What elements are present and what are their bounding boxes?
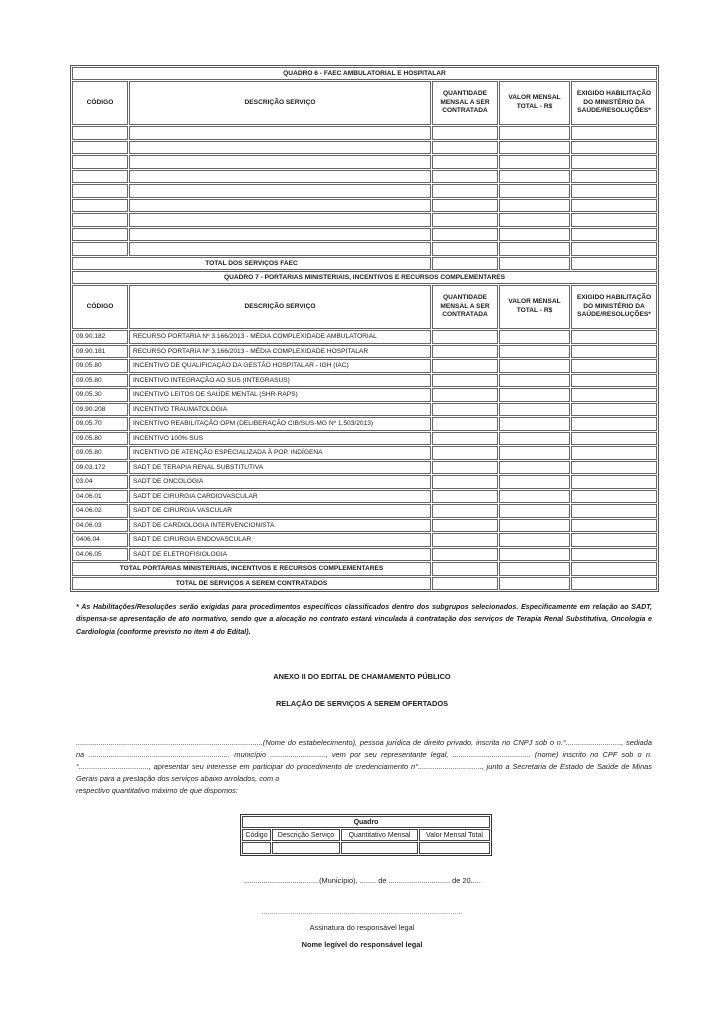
row-quantidade[interactable]: [432, 504, 498, 518]
cell-descricao[interactable]: [129, 199, 431, 213]
cell-quantidade[interactable]: [432, 199, 498, 213]
quadro7-header-row: [72, 285, 657, 329]
table-row: [72, 533, 657, 547]
table-row: [72, 359, 657, 373]
row-valor[interactable]: [499, 446, 570, 460]
cell-descricao[interactable]: [129, 213, 431, 227]
row-habilitacao[interactable]: [571, 432, 657, 446]
row-code: 09.03.172: [72, 461, 128, 475]
row-quantidade[interactable]: [432, 548, 498, 562]
header-habilitacao: EXIGIDO HABILITAÇÃO DO MINISTÉRIO DA SAÚDE/RESOLUÇÕES*: [571, 81, 657, 125]
quadro6-empty-row: [72, 242, 657, 256]
qf-cell-valor[interactable]: [419, 842, 490, 854]
cell-codigo[interactable]: [72, 199, 128, 213]
row-valor[interactable]: [499, 475, 570, 489]
table-row: [72, 548, 657, 562]
row-description: SADT DE CIRURGIA ENDOVASCULAR: [129, 533, 431, 547]
header-codigo: CÓDIGO: [72, 285, 128, 329]
quadro-form-table: [240, 814, 492, 856]
row-quantidade[interactable]: [432, 417, 498, 431]
cell-quantidade[interactable]: [432, 228, 498, 242]
row-valor[interactable]: [499, 330, 570, 344]
table-row: [72, 345, 657, 359]
cell-habilitacao[interactable]: [571, 242, 657, 256]
table-row: [72, 330, 657, 344]
date-line: .....................................(Município), ........ de .............................. de 20.....: [243, 876, 481, 885]
row-description: SADT DE ONCOLOGIA: [129, 475, 431, 489]
quadro6-total-row: [72, 257, 657, 271]
quadro-form-title: Quadro: [242, 816, 490, 828]
row-code: 0406.04: [72, 533, 128, 547]
row-habilitacao[interactable]: [571, 359, 657, 373]
quadro7-total-label: TOTAL PORTARIAS MINISTERIAIS, INCENTIVOS E RECURSOS COMPLEMENTARES: [72, 562, 431, 576]
cell-habilitacao[interactable]: [571, 155, 657, 169]
total-habilitacao[interactable]: [571, 257, 657, 271]
row-code: 04.06.03: [72, 519, 128, 533]
cell-codigo[interactable]: [72, 242, 128, 256]
row-quantidade[interactable]: [432, 359, 498, 373]
row-code: 09.05.80: [72, 432, 128, 446]
cell-codigo[interactable]: [72, 184, 128, 198]
row-valor[interactable]: [499, 519, 570, 533]
row-code: 04.06.05: [72, 548, 128, 562]
row-quantidade[interactable]: [432, 475, 498, 489]
signature-line: ..................................................................................................: [261, 907, 463, 916]
row-valor[interactable]: [499, 359, 570, 373]
qf-header-codigo: Código: [242, 829, 271, 841]
row-valor[interactable]: [499, 490, 570, 504]
cell-quantidade[interactable]: [432, 141, 498, 155]
header-descricao: DESCRIÇÃO SERVIÇO: [129, 285, 431, 329]
qf-header-descricao: Descrição Serviço: [272, 829, 340, 841]
total-valor[interactable]: [499, 257, 570, 271]
qf-header-quantitativo: Quantitativo Mensal: [341, 829, 418, 841]
header-habilitacao: EXIGIDO HABILITAÇÃO DO MINISTÉRIO DA SAÚDE/RESOLUÇÕES*: [571, 285, 657, 329]
row-description: RECURSO PORTARIA Nº 3.166/2013 - MÉDIA COMPLEXIDADE AMBULATORIAL: [129, 330, 431, 344]
row-code: 09.90.182: [72, 330, 128, 344]
grand-total-label: TOTAL DE SERVIÇOS A SEREM CONTRATADOS: [72, 577, 431, 591]
row-description: SADT DE CIRURGIA VASCULAR: [129, 504, 431, 518]
row-habilitacao[interactable]: [571, 345, 657, 359]
row-description: INCENTIVO REABILITAÇÃO OPM (DELIBERAÇÃO CIB/SUS-MG Nº 1.503/2013): [129, 417, 431, 431]
row-code: 04.06.01: [72, 490, 128, 504]
header-quantidade: QUANTIDADE MENSAL A SER CONTRATADA: [432, 81, 498, 125]
table-row: [72, 417, 657, 431]
cell-valor[interactable]: [499, 141, 570, 155]
table-row: [72, 490, 657, 504]
row-habilitacao[interactable]: [571, 533, 657, 547]
cell-quantidade[interactable]: [432, 184, 498, 198]
row-valor[interactable]: [499, 345, 570, 359]
total-habilitacao[interactable]: [571, 562, 657, 576]
row-valor[interactable]: [499, 548, 570, 562]
quadro6-title: QUADRO 6 - FAEC AMBULATORIAL E HOSPITALAR: [72, 67, 657, 80]
row-valor[interactable]: [499, 432, 570, 446]
declaration-last-line: respectivo quantitativo máximo de que dispomos:: [76, 786, 238, 795]
header-quantidade: QUANTIDADE MENSAL A SER CONTRATADA: [432, 285, 498, 329]
cell-quantidade[interactable]: [432, 242, 498, 256]
quadro6-empty-row: [72, 213, 657, 227]
cell-descricao[interactable]: [129, 242, 431, 256]
quadro6-empty-row: [72, 228, 657, 242]
quadro6-empty-row: [72, 126, 657, 140]
annex-title: ANEXO II DO EDITAL DE CHAMAMENTO PÚBLICO: [273, 672, 451, 681]
cell-quantidade[interactable]: [432, 126, 498, 140]
row-code: 03.04: [72, 475, 128, 489]
row-valor[interactable]: [499, 388, 570, 402]
services-table: [70, 65, 659, 592]
row-code: 09.05.70: [72, 417, 128, 431]
row-description: INCENTIVO INTEGRAÇÃO AO SUS (INTEGRASUS): [129, 374, 431, 388]
grand-total-valor[interactable]: [499, 577, 570, 591]
row-description: RECURSO PORTARIA Nº 3.166/2013 - MÉDIA COMPLEXIDADE HOSPITALAR: [129, 345, 431, 359]
header-descricao: DESCRIÇÃO SERVIÇO: [129, 81, 431, 125]
qf-cell-quantitativo[interactable]: [341, 842, 418, 854]
table-row: [72, 403, 657, 417]
row-description: INCENTIVO LEITOS DE SAÚDE MENTAL (SHR-RAPS): [129, 388, 431, 402]
row-quantidade[interactable]: [432, 330, 498, 344]
row-quantidade[interactable]: [432, 403, 498, 417]
cell-valor[interactable]: [499, 184, 570, 198]
row-description: INCENTIVO DE ATENÇÃO ESPECIALIZADA À POP. INDÍGENA: [129, 446, 431, 460]
table-row: [72, 475, 657, 489]
row-habilitacao[interactable]: [571, 403, 657, 417]
qf-header-valor: Valor Mensal Total: [419, 829, 490, 841]
cell-codigo[interactable]: [72, 155, 128, 169]
row-quantidade[interactable]: [432, 446, 498, 460]
total-quantidade[interactable]: [432, 562, 498, 576]
cell-habilitacao[interactable]: [571, 228, 657, 242]
cell-descricao[interactable]: [129, 141, 431, 155]
total-valor[interactable]: [499, 562, 570, 576]
row-quantidade[interactable]: [432, 533, 498, 547]
row-habilitacao[interactable]: [571, 475, 657, 489]
cell-descricao[interactable]: [129, 155, 431, 169]
row-valor[interactable]: [499, 374, 570, 388]
row-code: 09.05.30: [72, 388, 128, 402]
cell-valor[interactable]: [499, 199, 570, 213]
grand-total-quantidade[interactable]: [432, 577, 498, 591]
quadro6-empty-row: [72, 184, 657, 198]
row-description: SADT DE CIRURGIA CARDIOVASCULAR: [129, 490, 431, 504]
row-code: 09.90.208: [72, 403, 128, 417]
quadro6-header-row: [72, 81, 657, 125]
row-habilitacao[interactable]: [571, 374, 657, 388]
row-quantidade[interactable]: [432, 432, 498, 446]
cell-habilitacao[interactable]: [571, 184, 657, 198]
cell-descricao[interactable]: [129, 170, 431, 184]
cell-habilitacao[interactable]: [571, 199, 657, 213]
cell-codigo[interactable]: [72, 126, 128, 140]
table-row: [72, 519, 657, 533]
cell-valor[interactable]: [499, 155, 570, 169]
grand-total-habilitacao[interactable]: [571, 577, 657, 591]
row-description: INCENTIVO TRAUMATOLOGIA: [129, 403, 431, 417]
row-valor[interactable]: [499, 461, 570, 475]
quadro6-total-label: TOTAL DOS SERVIÇOS FAEC: [72, 257, 431, 271]
row-code: 09.05.80: [72, 446, 128, 460]
cell-descricao[interactable]: [129, 126, 431, 140]
table-row: [72, 432, 657, 446]
cell-valor[interactable]: [499, 242, 570, 256]
table-row: [72, 461, 657, 475]
cell-habilitacao[interactable]: [571, 126, 657, 140]
row-habilitacao[interactable]: [571, 548, 657, 562]
row-code: 09.05.80: [72, 374, 128, 388]
annex-subtitle: RELAÇÃO DE SERVIÇOS A SEREM OFERTADOS: [275, 699, 449, 708]
row-quantidade[interactable]: [432, 519, 498, 533]
cell-valor[interactable]: [499, 170, 570, 184]
row-valor[interactable]: [499, 533, 570, 547]
quadro6-empty-row: [72, 141, 657, 155]
cell-valor[interactable]: [499, 213, 570, 227]
cell-codigo[interactable]: [72, 170, 128, 184]
row-description: SADT DE CARDIOLOGIA INTERVENCIONISTA: [129, 519, 431, 533]
table-row: [72, 504, 657, 518]
row-quantidade[interactable]: [432, 374, 498, 388]
signature-label: Assinatura do responsável legal: [309, 923, 415, 932]
row-quantidade[interactable]: [432, 490, 498, 504]
header-valor: VALOR MENSAL TOTAL - R$: [499, 285, 570, 329]
row-description: INCENTIVO 100% SUS: [129, 432, 431, 446]
declaration-paragraph: [76, 737, 652, 797]
row-valor[interactable]: [499, 417, 570, 431]
row-habilitacao[interactable]: [571, 388, 657, 402]
qf-cell-descricao[interactable]: [272, 842, 340, 854]
row-habilitacao[interactable]: [571, 461, 657, 475]
cell-habilitacao[interactable]: [571, 213, 657, 227]
quadro6-empty-row: [72, 170, 657, 184]
cell-codigo[interactable]: [72, 141, 128, 155]
table-row: [72, 446, 657, 460]
row-valor[interactable]: [499, 403, 570, 417]
cell-descricao[interactable]: [129, 184, 431, 198]
row-description: SADT DE TERAPIA RENAL SUBSTITUTIVA: [129, 461, 431, 475]
quadro7-total-row: [72, 562, 657, 576]
header-valor: VALOR MENSAL TOTAL - R$: [499, 81, 570, 125]
cell-quantidade[interactable]: [432, 170, 498, 184]
cell-quantidade[interactable]: [432, 155, 498, 169]
quadro-form-row: [242, 842, 490, 854]
row-habilitacao[interactable]: [571, 417, 657, 431]
row-habilitacao[interactable]: [571, 519, 657, 533]
name-label: Nome legível do responsável legal: [301, 940, 423, 949]
row-description: INCENTIVO DE QUALIFICAÇÃO DA GESTÃO HOSPITALAR - IGH (IAC): [129, 359, 431, 373]
row-habilitacao[interactable]: [571, 504, 657, 518]
total-quantidade[interactable]: [432, 257, 498, 271]
table-row: [72, 374, 657, 388]
cell-habilitacao[interactable]: [571, 170, 657, 184]
row-description: SADT DE ELETROFISIOLOGIA: [129, 548, 431, 562]
quadro-form-header: [242, 829, 490, 841]
row-quantidade[interactable]: [432, 388, 498, 402]
quadro6-empty-row: [72, 155, 657, 169]
footnote: * As Habilitações/Resoluções serão exigidas para procedimentos específicos classificados dentro dos subgrupos selecionados. Especificamente em relação ao SADT, dispensa-se apresentação de ato normativo, sendo que a alocação no contrato estará vinculada à contratação dos serviços de Terapia Renal Substitutiva, Oncologia e Cardiologia (conforme previsto no item 4 do Edital).: [76, 603, 652, 636]
cell-valor[interactable]: [499, 126, 570, 140]
cell-valor[interactable]: [499, 228, 570, 242]
cell-habilitacao[interactable]: [571, 141, 657, 155]
row-quantidade[interactable]: [432, 345, 498, 359]
row-quantidade[interactable]: [432, 461, 498, 475]
grand-total-row: [72, 577, 657, 591]
header-codigo: CÓDIGO: [72, 81, 128, 125]
quadro7-title: QUADRO 7 - PORTARIAS MINISTERIAIS, INCENTIVOS E RECURSOS COMPLEMENTARES: [72, 271, 657, 284]
qf-cell-codigo[interactable]: [242, 842, 271, 854]
row-code: 09.05.80: [72, 359, 128, 373]
cell-codigo[interactable]: [72, 213, 128, 227]
cell-codigo[interactable]: [72, 228, 128, 242]
row-code: 04.06.02: [72, 504, 128, 518]
row-habilitacao[interactable]: [571, 330, 657, 344]
quadro6-empty-row: [72, 199, 657, 213]
row-code: 09.90.181: [72, 345, 128, 359]
row-habilitacao[interactable]: [571, 490, 657, 504]
row-habilitacao[interactable]: [571, 446, 657, 460]
cell-quantidade[interactable]: [432, 213, 498, 227]
table-row: [72, 388, 657, 402]
declaration-text: ...........................................................................................(Nome do estabelecimento), pessoa jurídica de direito privado, inscrita no CNPJ sob o n.°..........................., sediada na ..................................................................... município ..........................., vem por seu representante legal, ...................................... (nome) inscrito no CPF sob o n.°.................................., apresentar seu interesse em participar do procedimento de credenciamento n°..............................., junto a Secretaria de Estado de Saúde de Minas Gerais para a prestação dos serviços abaixo arrolados, com o: [76, 738, 652, 783]
cell-descricao[interactable]: [129, 228, 431, 242]
row-valor[interactable]: [499, 504, 570, 518]
